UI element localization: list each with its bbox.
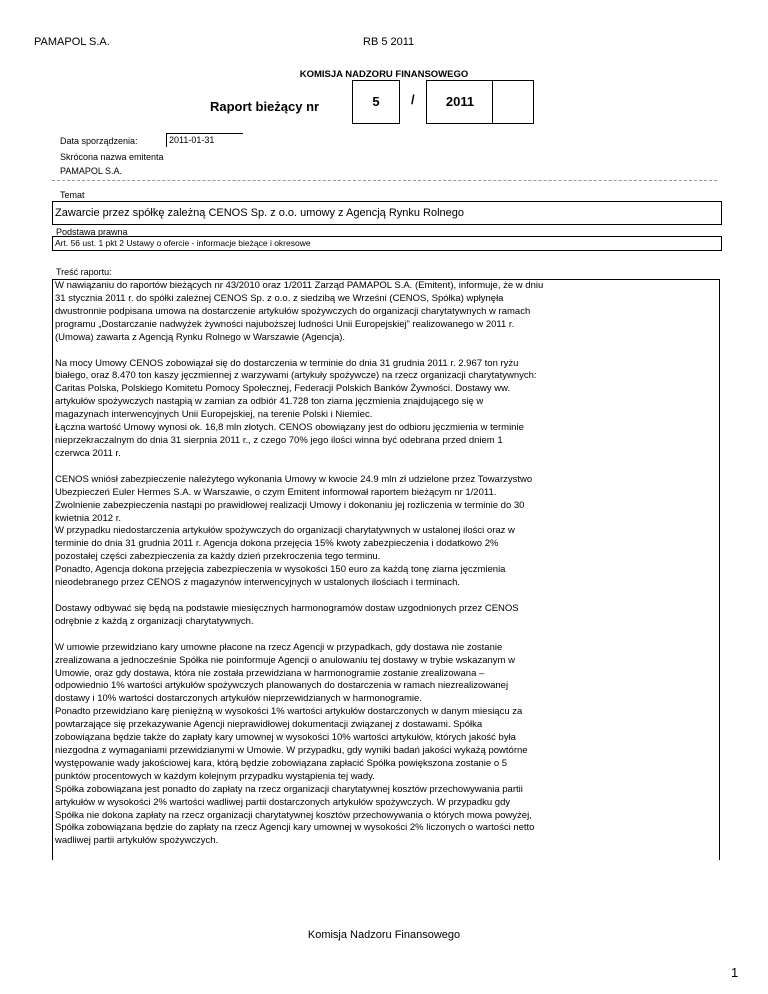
legal-label: Podstawa prawna [56, 227, 128, 237]
report-content [52, 279, 720, 860]
report-year-box [426, 80, 494, 124]
report-number: 5 [372, 94, 380, 109]
date-value: 2011-01-31 [166, 133, 243, 147]
footer: Komisja Nadzoru Finansowego [307, 929, 461, 941]
report-number-box [352, 80, 400, 124]
subject-label: Temat [60, 190, 85, 200]
header-report-id: RB 5 2011 [363, 36, 415, 48]
paragraph: CENOS wniósł zabezpieczenie należytego wykonania Umowy w kwocie 24.9 mln zł udzielone przez Towarzystwo Ubezpieczeń Euler Hermes S.A. w Warszawie, o czym Emitent informował raportem bieżącym nr 1/2011. Zwolnienie zabezpieczenia nastąpi po prawidłowej realizacji Umowy i dokonaniu jej rozliczenia w terminie do 30 kwietnia 2012 r. W przypadku niedostarczenia artykułów spożywczych do organizacji charytatywnych w ustalonej ilości oraz w terminie do dnia 31 grudnia 2011 r. Agencja dokona przejęcia 15% kwoty zabezpieczenia i dodatkowo 2% pozostałej części zabezpieczenia za każdy dzień przekroczenia tego terminu. Ponadto, Agencja dokona przejęcia zabezpieczenia w wysokości 150 euro za każdą tonę ziarna jęczmienia nieodebranego przez CENOS z magazynów interwencyjnych w ustalonych ilościach i terminach. [55, 473, 533, 589]
paragraph: Na mocy Umowy CENOS zobowiązał się do dostarczenia w terminie do dnia 31 grudnia 2011 r. 2.967 ton ryżu białego, oraz 8.470 ton kaszy jęczmiennej z warzywami (artykuły spożywcze) na rzecz organizacji charytatywnych: Caritas Polska, Polskiego Komitetu Pomocy Społecznej, Federacji Polskich Banków Żywności. Dostawy ww. artykułów spożywczych nastąpią w zamian za odbiór 41.728 ton ziarna jęczmienia znajdującego się w magazynach interwencyjnych Unii Europejskiej, na terenie Polski i Niemiec. Łączna wartość Umowy wynosi ok. 16,8 mln złotych. CENOS obowiązany jest do odbioru jęczmienia w terminie nieprzekraczalnym do dnia 31 sierpnia 2011 r., z czego 70% jego ilości winna być odebrana przed dniem 1 czerwca 2011 r. [55, 357, 537, 459]
content-label: Treść raportu: [56, 267, 112, 277]
issuer-value: PAMAPOL S.A. [60, 166, 123, 176]
authority-title: KOMISJA NADZORU FINANSOWEGO [299, 69, 469, 80]
paragraph: Dostawy odbywać się będą na podstawie miesięcznych harmonogramów dostaw uzgodnionych przez CENOS odrębnie z każdą z organizacji charytatywnych. [55, 602, 519, 627]
date-label: Data sporządzenia: [60, 136, 138, 146]
report-label: Raport bieżący nr [210, 99, 320, 114]
report-empty-box [492, 80, 534, 124]
header-company: PAMAPOL S.A. [34, 36, 110, 48]
divider [52, 180, 717, 181]
legal-value: Art. 56 ust. 1 pkt 2 Ustawy o ofercie - informacje bieżące i okresowe [52, 236, 722, 251]
page-number: 1 [731, 965, 739, 980]
subject-value: Zawarcie przez spółkę zależną CENOS Sp. z o.o. umowy z Agencją Rynku Rolnego [52, 201, 722, 225]
issuer-label: Skrócona nazwa emitenta [60, 152, 164, 162]
paragraph: W umowie przewidziano kary umowne płacone na rzecz Agencji w przypadkach, gdy dostawa nie zostanie zrealizowana a jednocześnie Spółka nie poinformuje Agencji o anulowaniu tej dostawy w trybie wskazanym w Umowie, oraz gdy dostawa, która nie została przewidziana w harmonogramie zostanie zrealizowana – odpowiednio 1% wartości artykułów spożywczych planowanych do dostarczenia w ramach niezrealizowanej dostawy i 10% wartości dostarczonych artykułów nieprzewidzianych w harmonogramie. Ponadto przewidziano karę pieniężną w wysokości 1% wartości artykułów dostarczonych w danym miesiącu za powtarzające się przekazywanie Agencji nieprawidłowej dokumentacji związanej z dostawami. Spółka zobowiązana będzie także do zapłaty kary umownej w wysokości 10% wartości artykułów, których jakość była niezgodna z wymaganiami przewidzianymi w Umowie. W przypadku, gdy wyniki badań jakości wykażą powtórne występowanie wady jakościowej kara, którą będzie zobowiązana zapłacić Spółka powiększona zostanie o 5 punktów procentowych w każdym kolejnym przypadku wystąpienia tej wady. Spółka zobowiązana jest ponadto do zapłaty na rzecz organizacji charytatywnej kosztów przechowywania partii artykułów w wysokości 2% wartości wadliwej partii dostarczonych artykułów spożywczych. W przypadku gdy Spółka nie dokona zapłaty na rzecz organizacji charytatywnej kosztów przechowywania o których mowa powyżej, Spółka zobowiązana będzie do zapłaty na rzecz Agencji kary umownej w wysokości 2% liczonych o wartości netto wadliwej partii artykułów spożywczych. [55, 641, 535, 847]
report-separator: / [411, 92, 415, 107]
paragraph: W nawiązaniu do raportów bieżących nr 43/2010 oraz 1/2011 Zarząd PAMAPOL S.A. (Emitent), informuje, że w dniu 31 stycznia 2011 r. do spółki zależnej CENOS Sp. z o.o. z siedzibą we Wrześni (CENOS, Spółka) wpłynęła dwustronnie podpisana umowa na dostarczenie artykułów spożywczych do organizacji charytatywnych w ramach programu „Dostarczanie nadwyżek żywności najuboższej ludności Unii Europejskiej” realizowanego w 2011 r. (Umowa) zawarta z Agencją Rynku Rolnego w Warszawie (Agencja). [55, 280, 544, 343]
report-year: 2011 [445, 94, 475, 109]
